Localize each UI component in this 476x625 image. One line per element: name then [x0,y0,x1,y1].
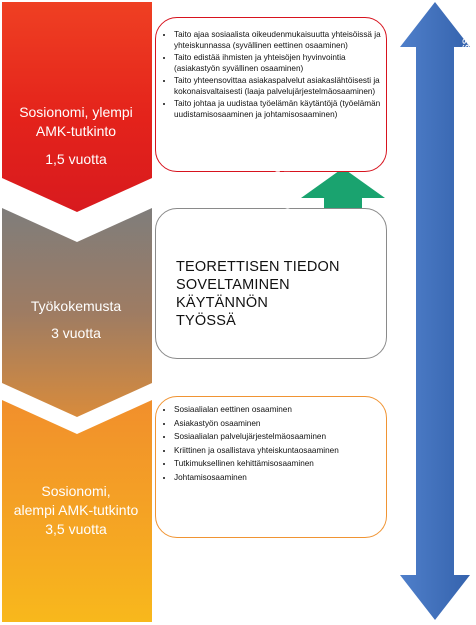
stage-label-line: 3,5 vuotta [45,521,107,537]
double-arrow-label-line: työssä käyden [282,162,292,214]
stage-label-line: Työkokemusta [30,298,122,314]
top-box-item: • Taito edistää ihmisten ja yhteisöjen hyvinvointia (asiakastyön syvällinen osaaminen) [174,53,388,74]
side-arrow-label: Minimissään 8 vuoden sosiaalityön osaamispolku teoreettisen tiedon ja käytännön vuoropuhelussa [459,32,472,538]
bottom-box-item: • Tutkimuksellinen kehittämisosaaminen [174,459,388,470]
double-arrow-label [273,123,293,253]
stage-label-line: 3 vuotta [51,325,101,341]
bottom-box-item: • Kriittinen ja osallistava yhteiskuntaosaaminen [174,446,388,457]
middle-box-line: TEORETTISEN TIEDON [176,259,340,275]
stage-label-work-experience [6,297,146,343]
top-box-item: • Taito yhteensovittaa asiakaspalvelut asiakaslähtöisesti ja kokonaisvaltaisesti (laaja palvelujärjestelmäosaaminen) [174,76,388,97]
top-box-item: • Taito ajaa sosiaalista oikeudenmukaisuutta yhteisöissä ja yhteiskunnassa (syvällinen eettinen osaaminen) [174,30,388,51]
stage-label-line: alempi AMK-tutkinto [13,502,139,518]
middle-box-text [176,258,376,330]
stage-label-bachelors [6,482,146,539]
top-box-list [163,30,388,122]
bottom-box-item: • Asiakastyön osaaminen [174,419,388,430]
bottom-box-list [163,405,388,486]
stage-label-masters [6,103,146,169]
stage-label-line: Sosionomi, ylempi [19,104,133,120]
stage-label-line: Sosionomi, [41,483,111,499]
bottom-box-item: • Johtamisosaaminen [174,473,388,484]
bottom-box-item: • Sosiaalialan palvelujärjestelmäosaaminen [174,432,388,443]
middle-box-line: TYÖSSÄ [176,313,237,329]
middle-box-line: SOVELTAMINEN KÄYTÄNNÖN [176,277,290,311]
bottom-box-item: • Sosiaalialan eettinen osaaminen [174,405,388,416]
stage-label-line: 1,5 vuotta [45,151,107,167]
stage-label-line: AMK-tutkinto [35,123,117,139]
double-arrow-label-line: Opiskelua [273,170,282,206]
top-box-item: • Taito johtaa ja uudistaa työelämän käytäntöjä (työelämän uudistamisosaaminen ja johtamisosaaminen) [174,99,388,120]
